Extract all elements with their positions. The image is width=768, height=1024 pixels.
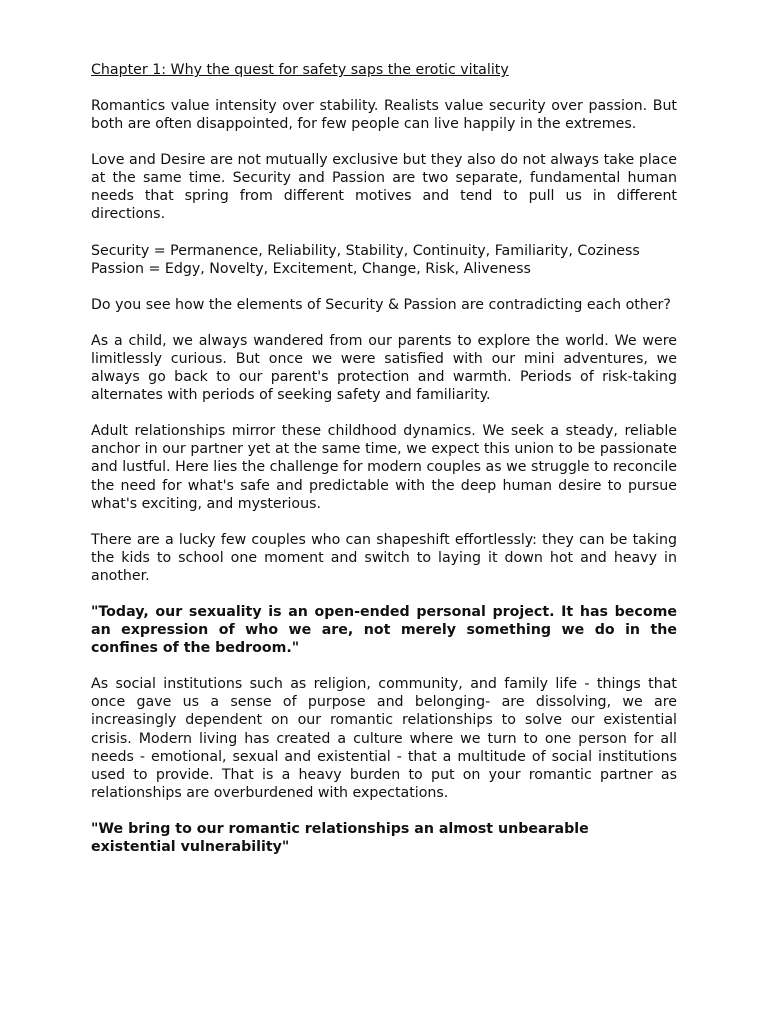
paragraph-adult-relationships: Adult relationships mirror these childhood dynamics. We seek a steady, reliable anchor in our partner yet at the same time, we expect this union to be passionate and lustful. Here lies the challenge for modern couples as we struggle to reconcile the need for what's safe and predictable with the deep human desire to pursue what's exciting, and mysterious. [91,423,677,512]
quote-sexuality-project: "Today, our sexuality is an open-ended personal project. It has become an expression of who we are, not merely something we do in the confines of the bedroom." [91,603,677,657]
definitions-block [91,242,677,278]
security-definition: Security = Permanence, Reliability, Stability, Continuity, Familiarity, Coziness [91,242,640,259]
passion-definition: Passion = Edgy, Novelty, Excitement, Change, Risk, Aliveness [91,260,531,277]
paragraph-question: Do you see how the elements of Security & Passion are contradicting each other? [91,296,671,313]
paragraph-childhood: As a child, we always wandered from our parents to explore the world. We were limitlessly curious. But once we were satisfied with our mini adventures, we always go back to our parent's protection and warmth. Periods of risk-taking alternates with periods of seeking safety and familiarity. [91,332,677,404]
paragraph-love-desire: Love and Desire are not mutually exclusive but they also do not always take place at the same time. Security and Passion are two separate, fundamental human needs that spring from different motives and tend to pull us in different directions. [91,152,677,223]
chapter-heading: Chapter 1: Why the quest for safety saps the erotic vitality [91,62,509,78]
paragraph-lucky-couples: There are a lucky few couples who can shapeshift effortlessly: they can be taking the kids to school one moment and switch to laying it down hot and heavy in another. [91,531,677,584]
quote-existential-vulnerability: "We bring to our romantic relationships an almost unbearable existential vulnerability" [91,820,589,855]
paragraph-romantics: Romantics value intensity over stability. Realists value security over passion. But both are often disappointed, for few people can live happily in the extremes. [91,98,677,133]
paragraph-social-institutions: As social institutions such as religion, community, and family life - things that once gave us a sense of purpose and belonging- are dissolving, we are increasingly dependent on our romantic relationships to solve our existential crisis. Modern living has created a culture where we turn to one person for all needs - emotional, sexual and existential - that a multitude of social institutions used to provide. That is a heavy burden to put on your romantic partner as relationships are overburdened with expectations. [91,676,677,801]
